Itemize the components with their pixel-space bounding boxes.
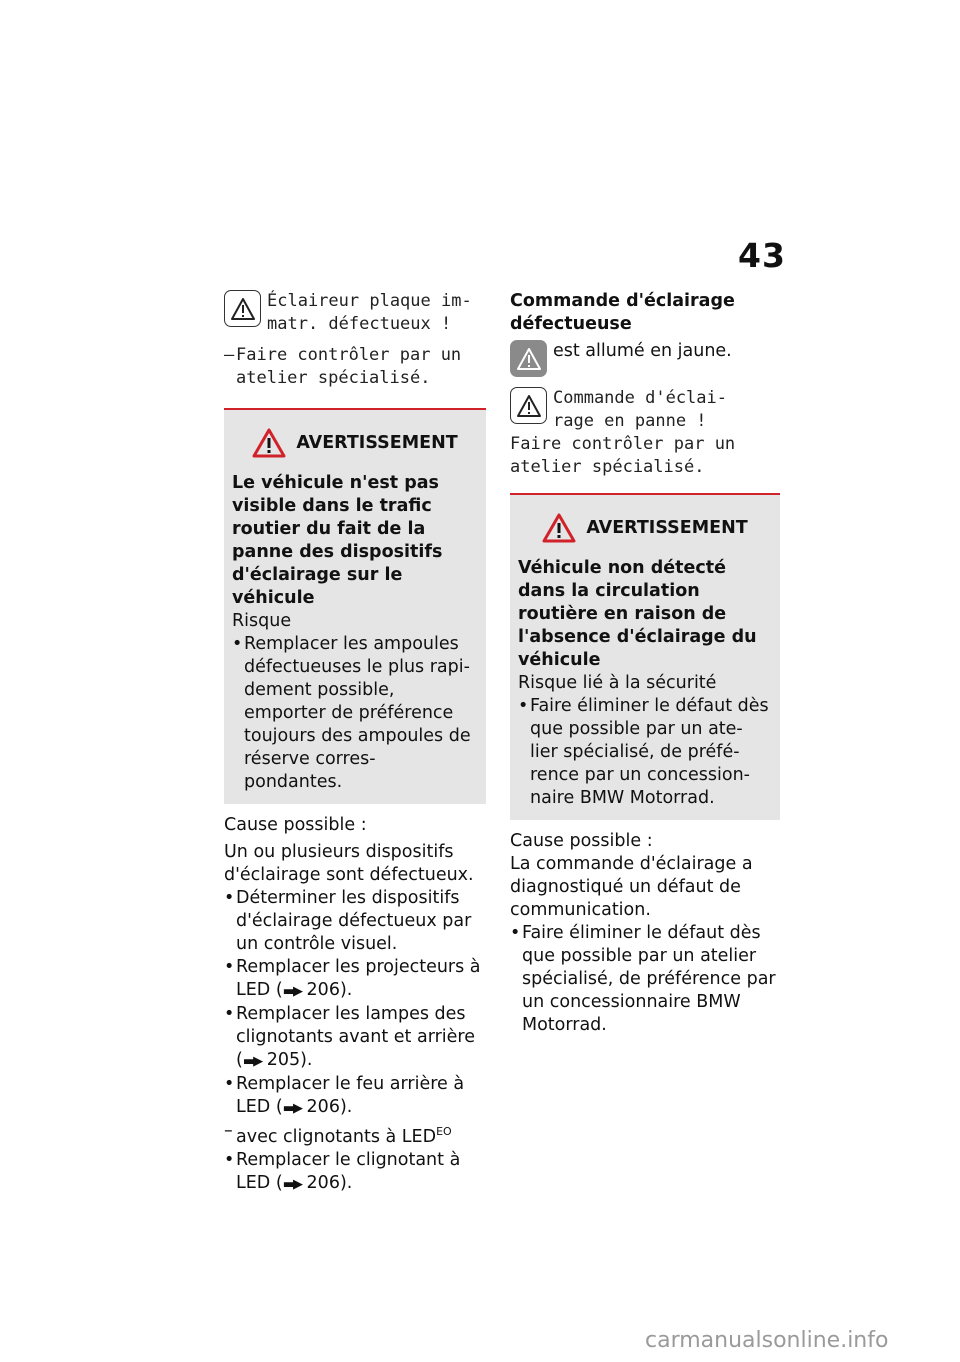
message-line: rage en panne ! [553, 411, 707, 431]
page-ref-link[interactable]: 206). [306, 1097, 353, 1117]
list-item: • Remplacer les projecteurs à LED (▬▶ 206). [224, 957, 481, 1000]
option-code: EO [436, 1125, 452, 1138]
page-ref-link[interactable]: 205). [266, 1050, 313, 1070]
warning-heading: Le véhicule n'est pas visible dans le trafic routier du fait de la panne des dispositifs d'éclairage sur le véhicule [232, 473, 443, 608]
warning-triangle-icon [510, 340, 547, 377]
warning-box [510, 493, 780, 820]
action-text: – Faire contrôler par un atelier spécialisé. [224, 345, 462, 388]
warning-triangle-icon [224, 290, 261, 327]
warning-bullet: • Remplacer les ampoules défectueuses le plus rapi- dement possible, emporter de préférence toujours des ampoules de réserve corres- pondantes. [232, 634, 471, 792]
warning-header [518, 513, 772, 543]
warning-risk: Risque lié à la sécurité [518, 673, 717, 693]
right-column [510, 290, 780, 1037]
cause-label: Cause possible : [510, 831, 653, 851]
warning-header [232, 428, 478, 458]
message-line: atelier spécialisé. [510, 457, 705, 477]
list-item: • Remplacer les lampes des clignotants avant et arrière (▬▶ 205). [224, 1004, 475, 1070]
warning-risk: Risque [232, 611, 292, 631]
page-number: 43 [738, 236, 786, 275]
message-line: matr. défectueux ! [267, 314, 452, 334]
left-column [224, 290, 486, 1196]
warning-title: AVERTISSEMENT [296, 433, 458, 453]
list-item: • Faire éliminer le défaut dès que possible par un atelier spécialisé, de préférence par un concessionnaire BMW Motorrad. [510, 923, 776, 1035]
message-line: Faire contrôler par un [510, 434, 736, 454]
page-ref-link[interactable]: 206). [306, 980, 353, 1000]
page-reference-arrow-icon: ▬▶ [282, 1177, 301, 1192]
page-reference-arrow-icon: ▬▶ [282, 1101, 301, 1116]
page-reference-arrow-icon: ▬▶ [242, 1054, 262, 1069]
warning-message [510, 387, 780, 433]
message-line: Commande d'éclai- [553, 388, 727, 408]
list-item: • Remplacer le clignotant à LED (▬▶ 206). [224, 1150, 461, 1193]
cause-text: Un ou plusieurs dispositifs d'éclairage sont défectueux. [224, 842, 474, 885]
warning-message [224, 290, 486, 336]
option-line: – avec clignotants à $LED^{EO}$ [224, 1121, 452, 1147]
section-heading: Commande d'éclairage défectueuse [510, 291, 735, 334]
warning-box [224, 408, 486, 804]
cause-text: La commande d'éclairage a diagnostiqué un défaut de communication. [510, 854, 753, 920]
warning-triangle-icon [252, 428, 286, 458]
list-item: • Déterminer les dispositifs d'éclairage défectueux par un contrôle visuel. [224, 888, 472, 954]
indicator-line [510, 340, 780, 377]
page-ref-link[interactable]: 206). [306, 1173, 353, 1193]
message-line: Éclaireur plaque im- [267, 291, 472, 311]
list-item: • Remplacer le feu arrière à LED (▬▶ 206). [224, 1074, 465, 1117]
page-reference-arrow-icon: ▬▶ [282, 984, 301, 999]
warning-title: AVERTISSEMENT [586, 518, 748, 538]
indicator-text: est allumé en jaune. [553, 341, 732, 361]
warning-triangle-icon [510, 387, 547, 424]
watermark: carmanualsonline.info [645, 1328, 889, 1353]
warning-heading: Véhicule non détecté dans la circulation routière en raison de l'absence d'éclairage du véhicule [518, 558, 757, 670]
cause-label: Cause possible : [224, 815, 367, 835]
warning-triangle-icon [542, 513, 576, 543]
warning-bullet: • Faire éliminer le défaut dès que possible par un ate- lier spécialisé, de préfé- rence par un concession- naire BMW Motorrad. [518, 696, 769, 808]
